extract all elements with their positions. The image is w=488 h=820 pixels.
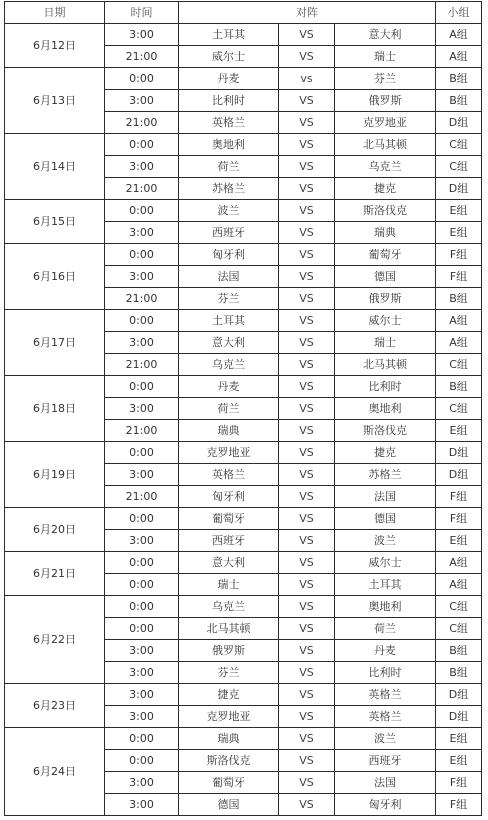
- home-team-cell: 丹麦: [179, 68, 279, 90]
- date-cell: 6月20日: [5, 508, 105, 552]
- away-team-cell: 西班牙: [335, 750, 436, 772]
- time-cell: 0:00: [105, 596, 179, 618]
- header-date: 日期: [5, 2, 105, 24]
- vs-cell: VS: [279, 728, 335, 750]
- home-team-cell: 丹麦: [179, 376, 279, 398]
- time-cell: 0:00: [105, 244, 179, 266]
- vs-cell: VS: [279, 662, 335, 684]
- home-team-cell: 威尔士: [179, 46, 279, 68]
- vs-cell: VS: [279, 640, 335, 662]
- vs-cell: VS: [279, 552, 335, 574]
- vs-cell: VS: [279, 222, 335, 244]
- group-cell: C组: [436, 354, 482, 376]
- group-cell: F组: [436, 486, 482, 508]
- group-cell: F组: [436, 794, 482, 816]
- match-schedule-table: [4, 1, 482, 816]
- home-team-cell: 俄罗斯: [179, 640, 279, 662]
- home-team-cell: 乌克兰: [179, 596, 279, 618]
- away-team-cell: 匈牙利: [335, 794, 436, 816]
- vs-cell: VS: [279, 332, 335, 354]
- away-team-cell: 比利时: [335, 376, 436, 398]
- vs-cell: VS: [279, 200, 335, 222]
- table-row: [5, 596, 482, 618]
- home-team-cell: 芬兰: [179, 288, 279, 310]
- vs-cell: VS: [279, 46, 335, 68]
- vs-cell: VS: [279, 596, 335, 618]
- away-team-cell: 威尔士: [335, 310, 436, 332]
- home-team-cell: 德国: [179, 794, 279, 816]
- group-cell: B组: [436, 288, 482, 310]
- date-cell: 6月13日: [5, 68, 105, 134]
- vs-cell: VS: [279, 90, 335, 112]
- away-team-cell: 瑞士: [335, 46, 436, 68]
- time-cell: 21:00: [105, 178, 179, 200]
- group-cell: D组: [436, 706, 482, 728]
- group-cell: A组: [436, 332, 482, 354]
- vs-cell: VS: [279, 376, 335, 398]
- header-group: 小组: [436, 2, 482, 24]
- table-row: [5, 244, 482, 266]
- vs-cell: VS: [279, 772, 335, 794]
- away-team-cell: 葡萄牙: [335, 244, 436, 266]
- away-team-cell: 土耳其: [335, 574, 436, 596]
- time-cell: 0:00: [105, 310, 179, 332]
- group-cell: A组: [436, 574, 482, 596]
- home-team-cell: 荷兰: [179, 398, 279, 420]
- away-team-cell: 比利时: [335, 662, 436, 684]
- away-team-cell: 意大利: [335, 24, 436, 46]
- date-cell: 6月22日: [5, 596, 105, 684]
- header-time: 时间: [105, 2, 179, 24]
- group-cell: B组: [436, 68, 482, 90]
- table-row: [5, 134, 482, 156]
- time-cell: 0:00: [105, 618, 179, 640]
- away-team-cell: 捷克: [335, 442, 436, 464]
- vs-cell: VS: [279, 354, 335, 376]
- group-cell: C组: [436, 134, 482, 156]
- group-cell: F组: [436, 266, 482, 288]
- away-team-cell: 波兰: [335, 728, 436, 750]
- home-team-cell: 土耳其: [179, 24, 279, 46]
- time-cell: 3:00: [105, 464, 179, 486]
- table-header: [5, 2, 482, 24]
- home-team-cell: 瑞典: [179, 420, 279, 442]
- group-cell: A组: [436, 310, 482, 332]
- date-cell: 6月21日: [5, 552, 105, 596]
- away-team-cell: 瑞典: [335, 222, 436, 244]
- away-team-cell: 俄罗斯: [335, 90, 436, 112]
- home-team-cell: 法国: [179, 266, 279, 288]
- vs-cell: VS: [279, 266, 335, 288]
- home-team-cell: 芬兰: [179, 662, 279, 684]
- group-cell: D组: [436, 684, 482, 706]
- vs-cell: VS: [279, 288, 335, 310]
- home-team-cell: 乌克兰: [179, 354, 279, 376]
- home-team-cell: 苏格兰: [179, 178, 279, 200]
- time-cell: 0:00: [105, 750, 179, 772]
- group-cell: C组: [436, 398, 482, 420]
- vs-cell: VS: [279, 750, 335, 772]
- time-cell: 3:00: [105, 684, 179, 706]
- home-team-cell: 葡萄牙: [179, 508, 279, 530]
- table-row: [5, 684, 482, 706]
- group-cell: E组: [436, 420, 482, 442]
- vs-cell: VS: [279, 112, 335, 134]
- table-row: [5, 442, 482, 464]
- group-cell: E组: [436, 530, 482, 552]
- home-team-cell: 北马其顿: [179, 618, 279, 640]
- vs-cell: VS: [279, 156, 335, 178]
- vs-cell: VS: [279, 508, 335, 530]
- vs-cell: VS: [279, 486, 335, 508]
- time-cell: 3:00: [105, 156, 179, 178]
- away-team-cell: 法国: [335, 486, 436, 508]
- date-cell: 6月23日: [5, 684, 105, 728]
- vs-cell: VS: [279, 310, 335, 332]
- vs-cell: VS: [279, 244, 335, 266]
- group-cell: C组: [436, 156, 482, 178]
- time-cell: 21:00: [105, 112, 179, 134]
- table-row: [5, 68, 482, 90]
- table-row: [5, 552, 482, 574]
- home-team-cell: 捷克: [179, 684, 279, 706]
- group-cell: D组: [436, 112, 482, 134]
- group-cell: E组: [436, 222, 482, 244]
- home-team-cell: 荷兰: [179, 156, 279, 178]
- home-team-cell: 匈牙利: [179, 244, 279, 266]
- away-team-cell: 芬兰: [335, 68, 436, 90]
- away-team-cell: 克罗地亚: [335, 112, 436, 134]
- vs-cell: vs: [279, 68, 335, 90]
- time-cell: 0:00: [105, 376, 179, 398]
- group-cell: D组: [436, 442, 482, 464]
- header-matchup: 对阵: [179, 2, 436, 24]
- group-cell: B组: [436, 662, 482, 684]
- group-cell: F组: [436, 772, 482, 794]
- header-row: [5, 2, 482, 24]
- vs-cell: VS: [279, 618, 335, 640]
- date-cell: 6月17日: [5, 310, 105, 376]
- away-team-cell: 英格兰: [335, 706, 436, 728]
- away-team-cell: 波兰: [335, 530, 436, 552]
- home-team-cell: 英格兰: [179, 464, 279, 486]
- group-cell: A组: [436, 46, 482, 68]
- time-cell: 3:00: [105, 332, 179, 354]
- table-row: [5, 24, 482, 46]
- time-cell: 3:00: [105, 398, 179, 420]
- home-team-cell: 克罗地亚: [179, 706, 279, 728]
- away-team-cell: 斯洛伐克: [335, 200, 436, 222]
- time-cell: 3:00: [105, 222, 179, 244]
- home-team-cell: 土耳其: [179, 310, 279, 332]
- table-row: [5, 728, 482, 750]
- date-cell: 6月12日: [5, 24, 105, 68]
- away-team-cell: 威尔士: [335, 552, 436, 574]
- away-team-cell: 荷兰: [335, 618, 436, 640]
- date-cell: 6月18日: [5, 376, 105, 442]
- table-row: [5, 200, 482, 222]
- vs-cell: VS: [279, 398, 335, 420]
- group-cell: E组: [436, 200, 482, 222]
- date-cell: 6月24日: [5, 728, 105, 816]
- group-cell: F组: [436, 508, 482, 530]
- away-team-cell: 德国: [335, 266, 436, 288]
- time-cell: 0:00: [105, 134, 179, 156]
- vs-cell: VS: [279, 464, 335, 486]
- home-team-cell: 奥地利: [179, 134, 279, 156]
- date-cell: 6月14日: [5, 134, 105, 200]
- date-cell: 6月19日: [5, 442, 105, 508]
- group-cell: E组: [436, 750, 482, 772]
- vs-cell: VS: [279, 420, 335, 442]
- time-cell: 3:00: [105, 530, 179, 552]
- away-team-cell: 德国: [335, 508, 436, 530]
- group-cell: B组: [436, 376, 482, 398]
- home-team-cell: 瑞典: [179, 728, 279, 750]
- time-cell: 0:00: [105, 728, 179, 750]
- home-team-cell: 克罗地亚: [179, 442, 279, 464]
- away-team-cell: 丹麦: [335, 640, 436, 662]
- group-cell: B组: [436, 640, 482, 662]
- time-cell: 21:00: [105, 354, 179, 376]
- vs-cell: VS: [279, 442, 335, 464]
- time-cell: 21:00: [105, 288, 179, 310]
- group-cell: A组: [436, 552, 482, 574]
- away-team-cell: 乌克兰: [335, 156, 436, 178]
- time-cell: 0:00: [105, 574, 179, 596]
- time-cell: 0:00: [105, 442, 179, 464]
- away-team-cell: 奥地利: [335, 398, 436, 420]
- group-cell: B组: [436, 90, 482, 112]
- group-cell: F组: [436, 244, 482, 266]
- table-body: [5, 24, 482, 816]
- time-cell: 0:00: [105, 68, 179, 90]
- group-cell: D组: [436, 464, 482, 486]
- home-team-cell: 意大利: [179, 332, 279, 354]
- table-row: [5, 508, 482, 530]
- away-team-cell: 捷克: [335, 178, 436, 200]
- home-team-cell: 斯洛伐克: [179, 750, 279, 772]
- away-team-cell: 北马其顿: [335, 134, 436, 156]
- time-cell: 0:00: [105, 552, 179, 574]
- vs-cell: VS: [279, 794, 335, 816]
- group-cell: C组: [436, 596, 482, 618]
- time-cell: 3:00: [105, 772, 179, 794]
- vs-cell: VS: [279, 574, 335, 596]
- vs-cell: VS: [279, 178, 335, 200]
- time-cell: 3:00: [105, 662, 179, 684]
- time-cell: 3:00: [105, 706, 179, 728]
- date-cell: 6月16日: [5, 244, 105, 310]
- time-cell: 21:00: [105, 46, 179, 68]
- group-cell: E组: [436, 728, 482, 750]
- group-cell: D组: [436, 178, 482, 200]
- away-team-cell: 斯洛伐克: [335, 420, 436, 442]
- away-team-cell: 法国: [335, 772, 436, 794]
- vs-cell: VS: [279, 24, 335, 46]
- vs-cell: VS: [279, 706, 335, 728]
- time-cell: 3:00: [105, 90, 179, 112]
- time-cell: 3:00: [105, 266, 179, 288]
- vs-cell: VS: [279, 134, 335, 156]
- vs-cell: VS: [279, 684, 335, 706]
- time-cell: 0:00: [105, 508, 179, 530]
- home-team-cell: 瑞士: [179, 574, 279, 596]
- table-row: [5, 310, 482, 332]
- group-cell: C组: [436, 618, 482, 640]
- time-cell: 3:00: [105, 794, 179, 816]
- time-cell: 21:00: [105, 420, 179, 442]
- away-team-cell: 苏格兰: [335, 464, 436, 486]
- away-team-cell: 英格兰: [335, 684, 436, 706]
- home-team-cell: 波兰: [179, 200, 279, 222]
- away-team-cell: 俄罗斯: [335, 288, 436, 310]
- away-team-cell: 奥地利: [335, 596, 436, 618]
- home-team-cell: 意大利: [179, 552, 279, 574]
- time-cell: 3:00: [105, 640, 179, 662]
- home-team-cell: 西班牙: [179, 530, 279, 552]
- home-team-cell: 匈牙利: [179, 486, 279, 508]
- home-team-cell: 葡萄牙: [179, 772, 279, 794]
- home-team-cell: 比利时: [179, 90, 279, 112]
- away-team-cell: 北马其顿: [335, 354, 436, 376]
- home-team-cell: 英格兰: [179, 112, 279, 134]
- home-team-cell: 西班牙: [179, 222, 279, 244]
- vs-cell: VS: [279, 530, 335, 552]
- time-cell: 0:00: [105, 200, 179, 222]
- table-row: [5, 376, 482, 398]
- time-cell: 21:00: [105, 486, 179, 508]
- date-cell: 6月15日: [5, 200, 105, 244]
- away-team-cell: 瑞士: [335, 332, 436, 354]
- group-cell: A组: [436, 24, 482, 46]
- time-cell: 3:00: [105, 24, 179, 46]
